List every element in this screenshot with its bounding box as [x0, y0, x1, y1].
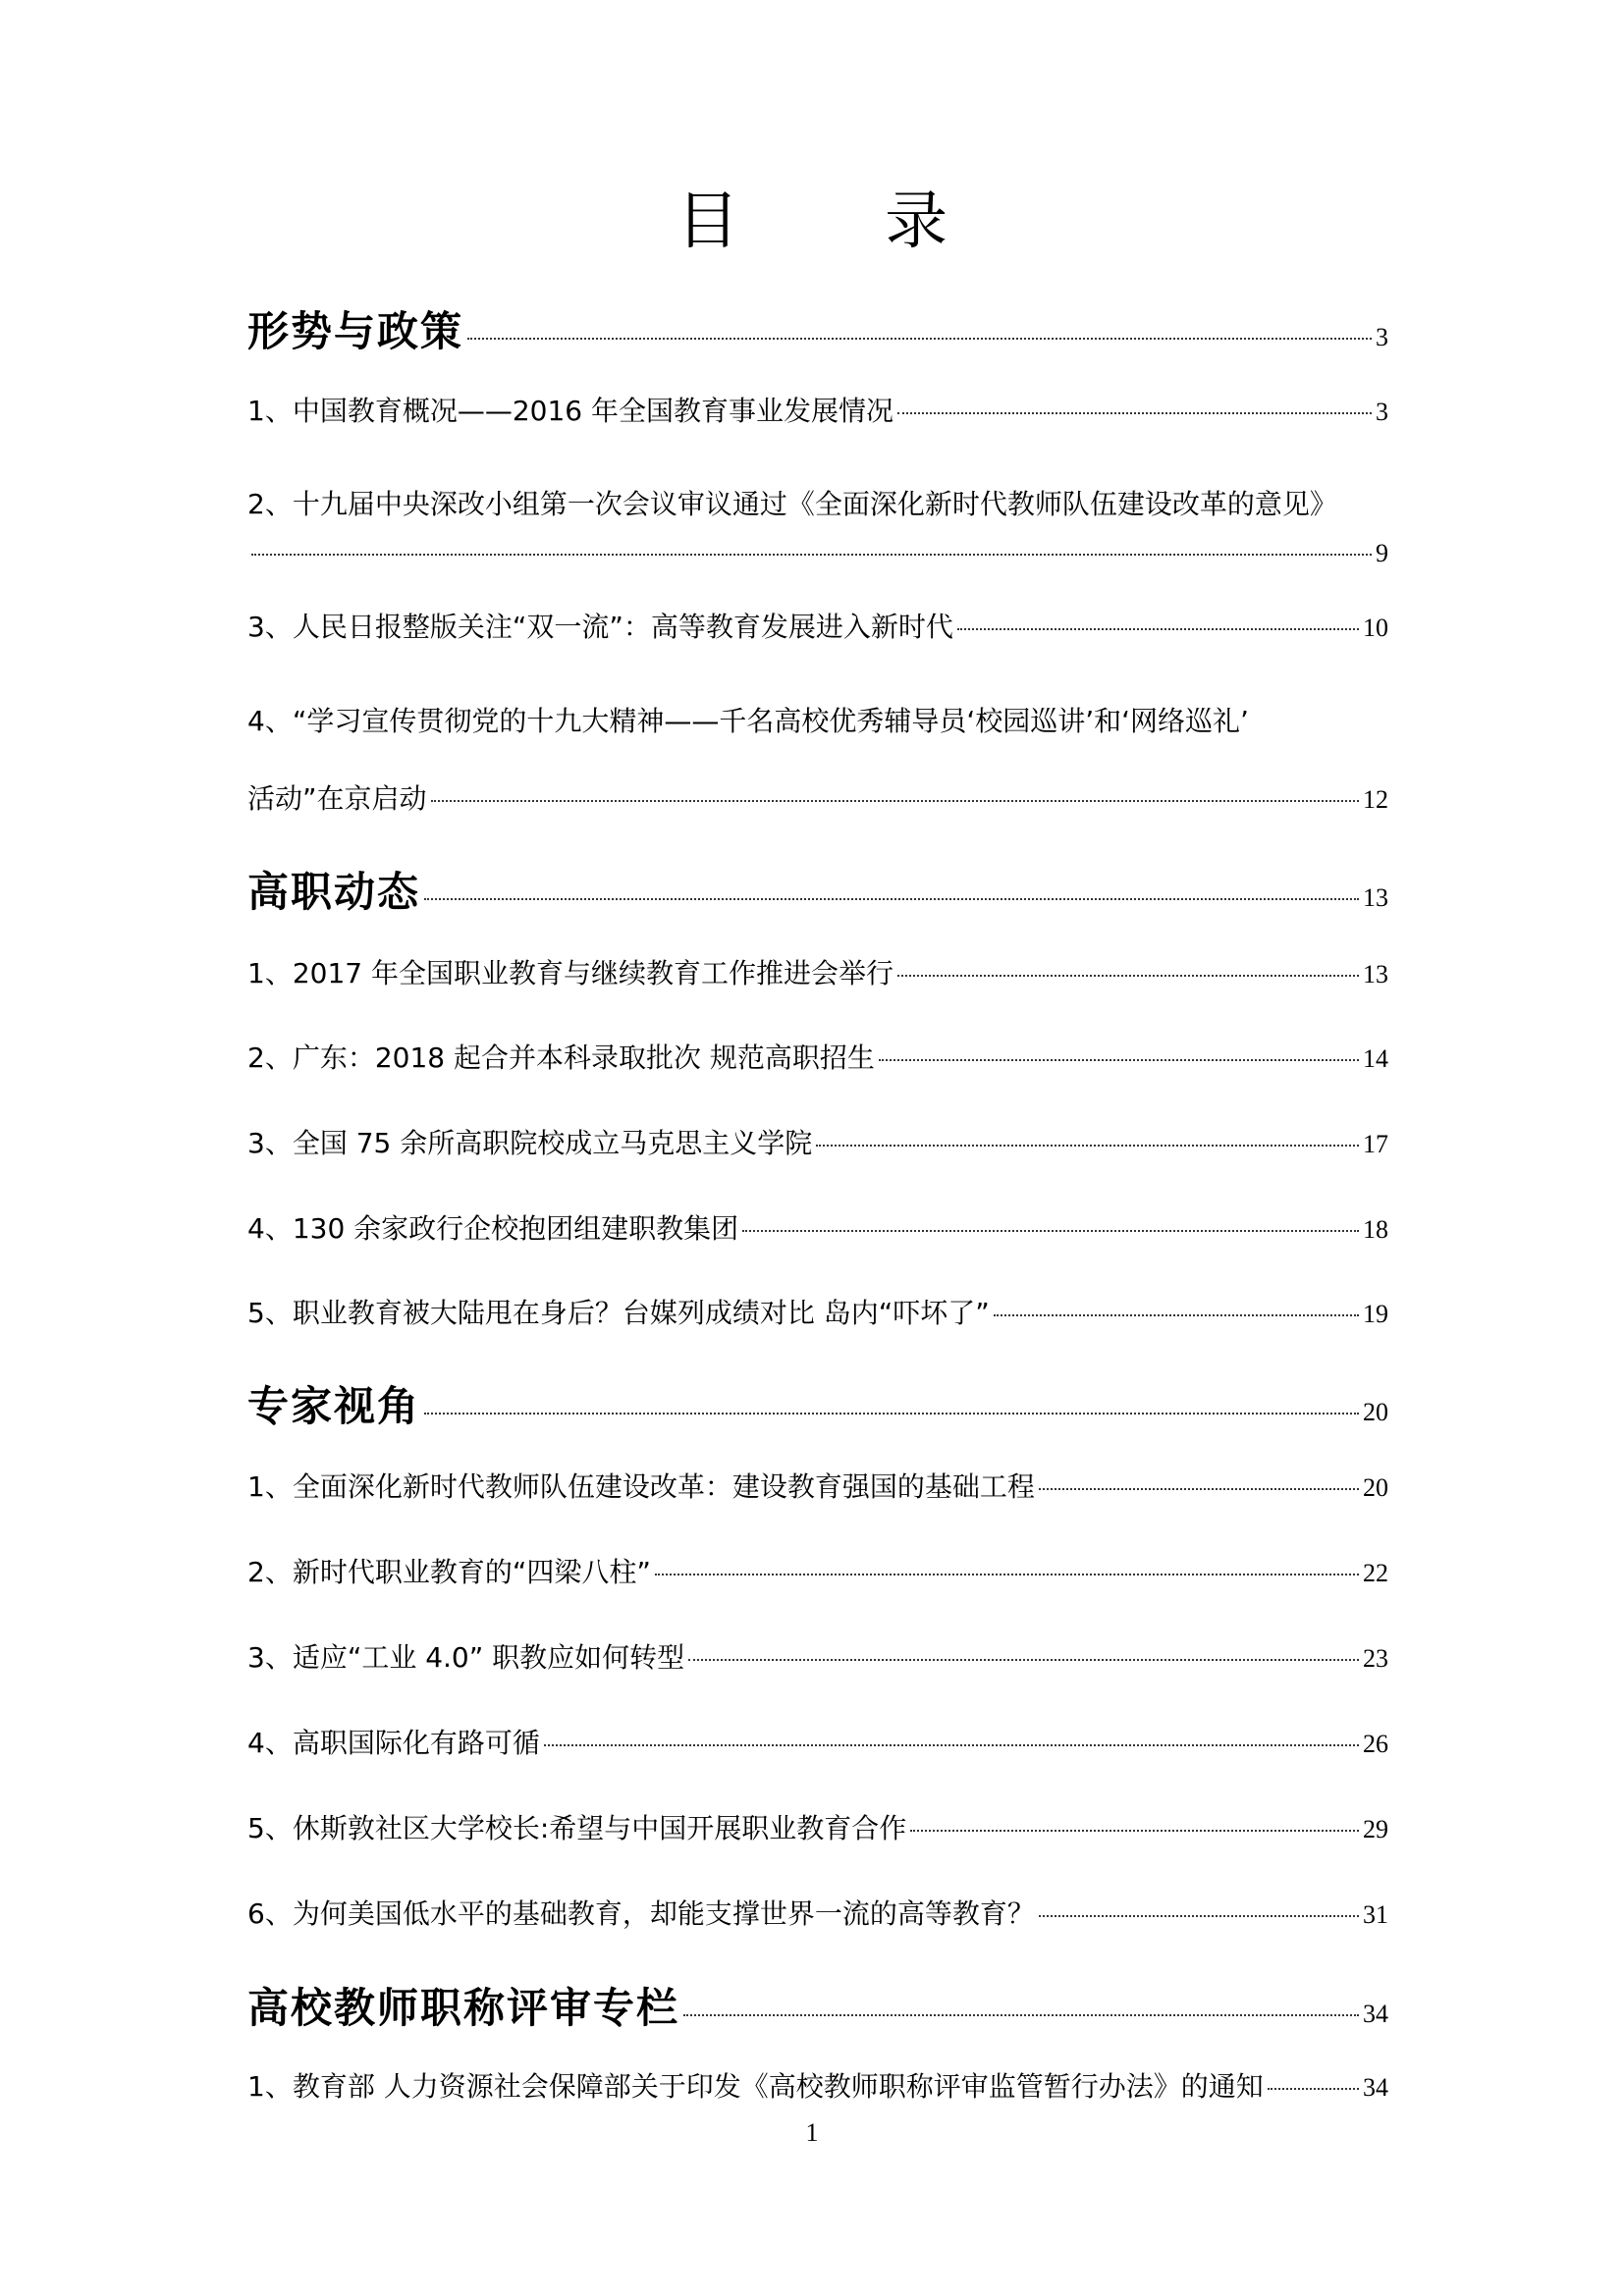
toc-item-title-line[interactable]: 4、“学习宣传贯彻党的十九大精神——千名高校优秀辅导员‘校园巡讲’和‘网络巡礼’ [247, 705, 1249, 737]
toc-page-number: 10 [1363, 614, 1388, 642]
toc-item[interactable] [247, 1722, 1388, 1761]
toc-page-number: 34 [1363, 2073, 1388, 2102]
toc-item[interactable] [247, 1122, 1388, 1161]
dot-leader [816, 1145, 1359, 1147]
toc-section-title: 高校教师职称评审专栏 [247, 1984, 680, 2032]
toc-section[interactable] [247, 1976, 1388, 2035]
dot-leader [1039, 1488, 1359, 1490]
dot-leader [1039, 1915, 1359, 1917]
toc-page-number: 29 [1363, 1815, 1388, 1843]
dot-leader [897, 412, 1372, 414]
toc-page-number: 31 [1363, 1900, 1388, 1929]
dot-leader [655, 1574, 1359, 1575]
dot-leader [424, 898, 1359, 900]
toc-page-number: 12 [1363, 785, 1388, 814]
toc-page-number: 20 [1363, 1398, 1388, 1426]
toc-item[interactable] [247, 1551, 1388, 1590]
toc-page-number: 22 [1363, 1559, 1388, 1587]
dot-leader [1268, 2088, 1359, 2090]
toc-item[interactable] [247, 606, 1388, 645]
dot-leader [251, 554, 1372, 556]
toc-item-title: 2、新时代职业教育的“四梁八柱” [247, 1556, 651, 1588]
dot-leader [467, 338, 1372, 340]
toc-page-number: 14 [1363, 1044, 1388, 1073]
toc-item[interactable] [247, 1636, 1388, 1676]
toc-page-number: 3 [1376, 398, 1388, 426]
toc-item-title: 3、人民日报整版关注“双一流”：高等教育发展进入新时代 [247, 611, 953, 643]
dot-leader [683, 2014, 1359, 2016]
toc-item[interactable] [247, 1893, 1388, 1932]
toc-page-number: 18 [1363, 1215, 1388, 1244]
toc-item[interactable] [247, 1037, 1388, 1076]
toc-item-title: 4、高职国际化有路可循 [247, 1727, 540, 1759]
toc-item-title: 4、130 余家政行企校抱团组建职教集团 [247, 1212, 739, 1245]
toc-item-title: 3、全国 75 余所高职院校成立马克思主义学院 [247, 1127, 813, 1159]
toc-page-number: 26 [1363, 1730, 1388, 1758]
dot-leader [879, 1059, 1359, 1061]
dot-leader [994, 1314, 1359, 1316]
toc-item[interactable] [247, 1807, 1388, 1846]
toc-item-title: 5、休斯敦社区大学校长:希望与中国开展职业教育合作 [247, 1812, 907, 1844]
toc-section[interactable] [247, 1374, 1388, 1433]
toc-item-title: 5、职业教育被大陆甩在身后？台媒列成绩对比 岛内“吓坏了” [247, 1297, 990, 1329]
dot-leader [910, 1830, 1359, 1832]
toc-page-number: 13 [1363, 883, 1388, 912]
toc-item[interactable] [247, 1292, 1388, 1331]
toc-section-title: 专家视角 [247, 1382, 421, 1430]
toc-item-title: 活动”在京启动 [247, 782, 427, 815]
toc-item[interactable] [247, 1466, 1388, 1505]
toc-item-title: 1、全面深化新时代教师队伍建设改革：建设教育强国的基础工程 [247, 1470, 1035, 1503]
toc-item-title: 1、2017 年全国职业教育与继续教育工作推进会举行 [247, 957, 893, 989]
toc-page-number: 3 [1376, 323, 1388, 351]
toc-item-leader-line[interactable] [247, 539, 1388, 568]
toc-section[interactable] [247, 299, 1388, 358]
toc-section-title: 形势与政策 [247, 307, 464, 355]
dot-leader [897, 975, 1359, 977]
toc-page-number: 34 [1363, 2000, 1388, 2028]
toc-item[interactable] [247, 1207, 1388, 1247]
dot-leader [544, 1744, 1359, 1746]
toc-item-title: 3、适应“工业 4.0” 职教应如何转型 [247, 1641, 685, 1674]
toc-item[interactable] [247, 390, 1388, 429]
dot-leader [957, 628, 1359, 630]
dot-leader [431, 800, 1359, 802]
toc-page-number: 9 [1376, 539, 1388, 567]
toc-section[interactable] [247, 860, 1388, 919]
page-number: 1 [805, 2118, 819, 2147]
toc-item-title: 6、为何美国低水平的基础教育，却能支撑世界一流的高等教育？ [247, 1897, 1035, 1930]
toc-page-number: 23 [1363, 1644, 1388, 1673]
toc-item-title: 2、广东：2018 起合并本科录取批次 规范高职招生 [247, 1041, 875, 1074]
dot-leader [688, 1659, 1359, 1661]
toc-page-number: 13 [1363, 960, 1388, 988]
toc-item-title: 1、中国教育概况——2016 年全国教育事业发展情况 [247, 395, 893, 427]
toc-item[interactable] [247, 952, 1388, 991]
toc-item-title: 1、教育部 人力资源社会保障部关于印发《高校教师职称评审监管暂行办法》的通知 [247, 2070, 1264, 2103]
toc-page-number: 20 [1363, 1473, 1388, 1502]
toc-item-title-line[interactable]: 2、十九届中央深改小组第一次会议审议通过《全面深化新时代教师队伍建设改革的意见》 [247, 488, 1337, 520]
dot-leader [424, 1413, 1359, 1415]
page-title: 目 录 [676, 186, 1011, 258]
toc-page-number: 17 [1363, 1130, 1388, 1158]
toc-section-title: 高职动态 [247, 868, 421, 916]
toc-item[interactable] [247, 777, 1388, 817]
dot-leader [742, 1230, 1359, 1232]
toc-page-number: 19 [1363, 1300, 1388, 1328]
toc-item[interactable] [247, 2065, 1388, 2105]
